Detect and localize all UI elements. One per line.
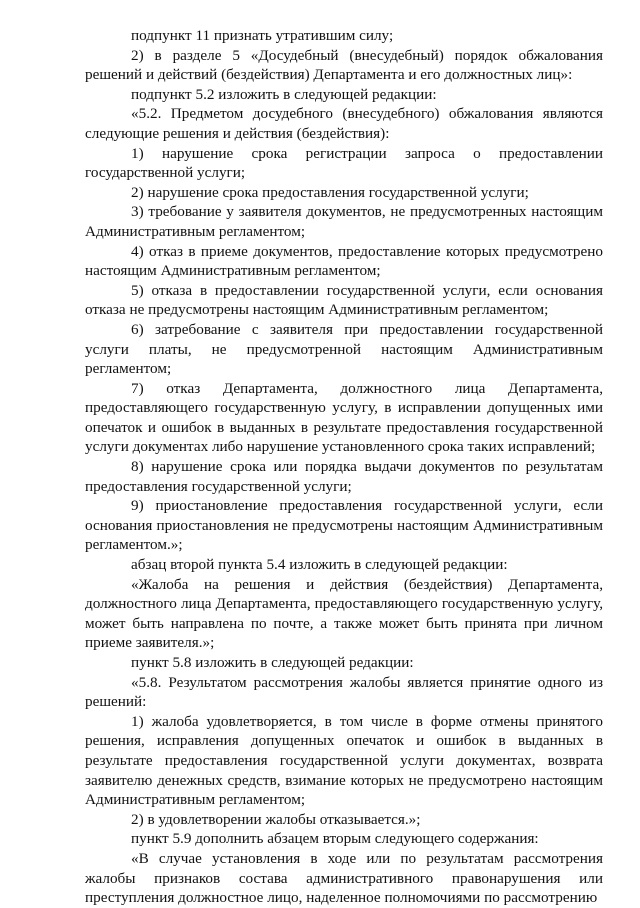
paragraph: абзац второй пункта 5.4 изложить в следующей редакции: — [131, 556, 508, 574]
paragraph: 9) приостановление предоставления государственной услуги, если основания приостановления не предусмотрены настоящим Административным регламентом.»; — [85, 497, 603, 554]
paragraph: 4) отказ в приеме документов, предоставление которых предусмотрено настоящим Административным регламентом; — [85, 242, 603, 280]
paragraph: «5.2. Предметом досудебного (внесудебного) обжалования являются следующие решения и действия (бездействия): — [85, 105, 603, 142]
paragraph: 7) отказ Департамента, должностного лица Департамента, предоставляющего государственную услугу, в исправлении допущенных ими опечаток и ошибок в выданных в результате предоставления государственной услуги документах либо нарушение установленного срока таких исправлений; — [85, 379, 603, 456]
paragraph: 5) отказа в предоставлении государственной услуги, если основания отказа не предусмотрены настоящим Административным регламентом; — [85, 281, 603, 319]
paragraph: 1) жалоба удовлетворяется, в том числе в форме отмены принятого решения, исправления допущенных опечаток и ошибок в выданных в результате предоставления государственной услуги документах, возврата заявителю денежных средств, взимание которых не предусмотрено настоящим Административным регламентом; — [85, 712, 603, 809]
paragraph: «5.8. Результатом рассмотрения жалобы является принятие одного из решений: — [85, 673, 603, 711]
paragraph: «В случае установления в ходе или по результатам рассмотрения жалобы признаков состава административного правонарушения или преступления должностное лицо, наделенное полномочиями по рассмотрению — [85, 849, 603, 907]
paragraph: 2) в удовлетворении жалобы отказывается.»; — [131, 810, 421, 828]
paragraph: пункт 5.8 изложить в следующей редакции: — [131, 654, 414, 671]
paragraph: 1) нарушение срока регистрации запроса о предоставлении государственной услуги; — [85, 144, 603, 182]
paragraph: «Жалоба на решения и действия (бездействия) Департамента, должностного лица Департамента, предоставляющего государственную услугу, может быть направлена по почте, а также может быть принята при личном приеме заявителя.»; — [85, 575, 603, 652]
paragraph: подпункт 11 признать утратившим силу; — [131, 27, 394, 44]
paragraph: 2) в разделе 5 «Досудебный (внесудебный) порядок обжалования решений и действий (бездействия) Департамента и его должностных лиц»: — [85, 46, 603, 84]
paragraph: 8) нарушение срока или порядка выдачи документов по результатам предоставления государственной услуги; — [85, 458, 603, 495]
paragraph: пункт 5.9 дополнить абзацем вторым следующего содержания: — [131, 830, 539, 848]
paragraph: 6) затребование с заявителя при предоставлении государственной услуги платы, не предусмотренной настоящим Административным регламентом; — [85, 320, 603, 378]
paragraph: 3) требование у заявителя документов, не предусмотренных настоящим Административным регламентом; — [85, 203, 603, 240]
paragraph: 2) нарушение срока предоставления государственной услуги; — [131, 183, 529, 201]
paragraph: подпункт 5.2 изложить в следующей редакции: — [131, 85, 437, 103]
document-page — [85, 26, 603, 908]
